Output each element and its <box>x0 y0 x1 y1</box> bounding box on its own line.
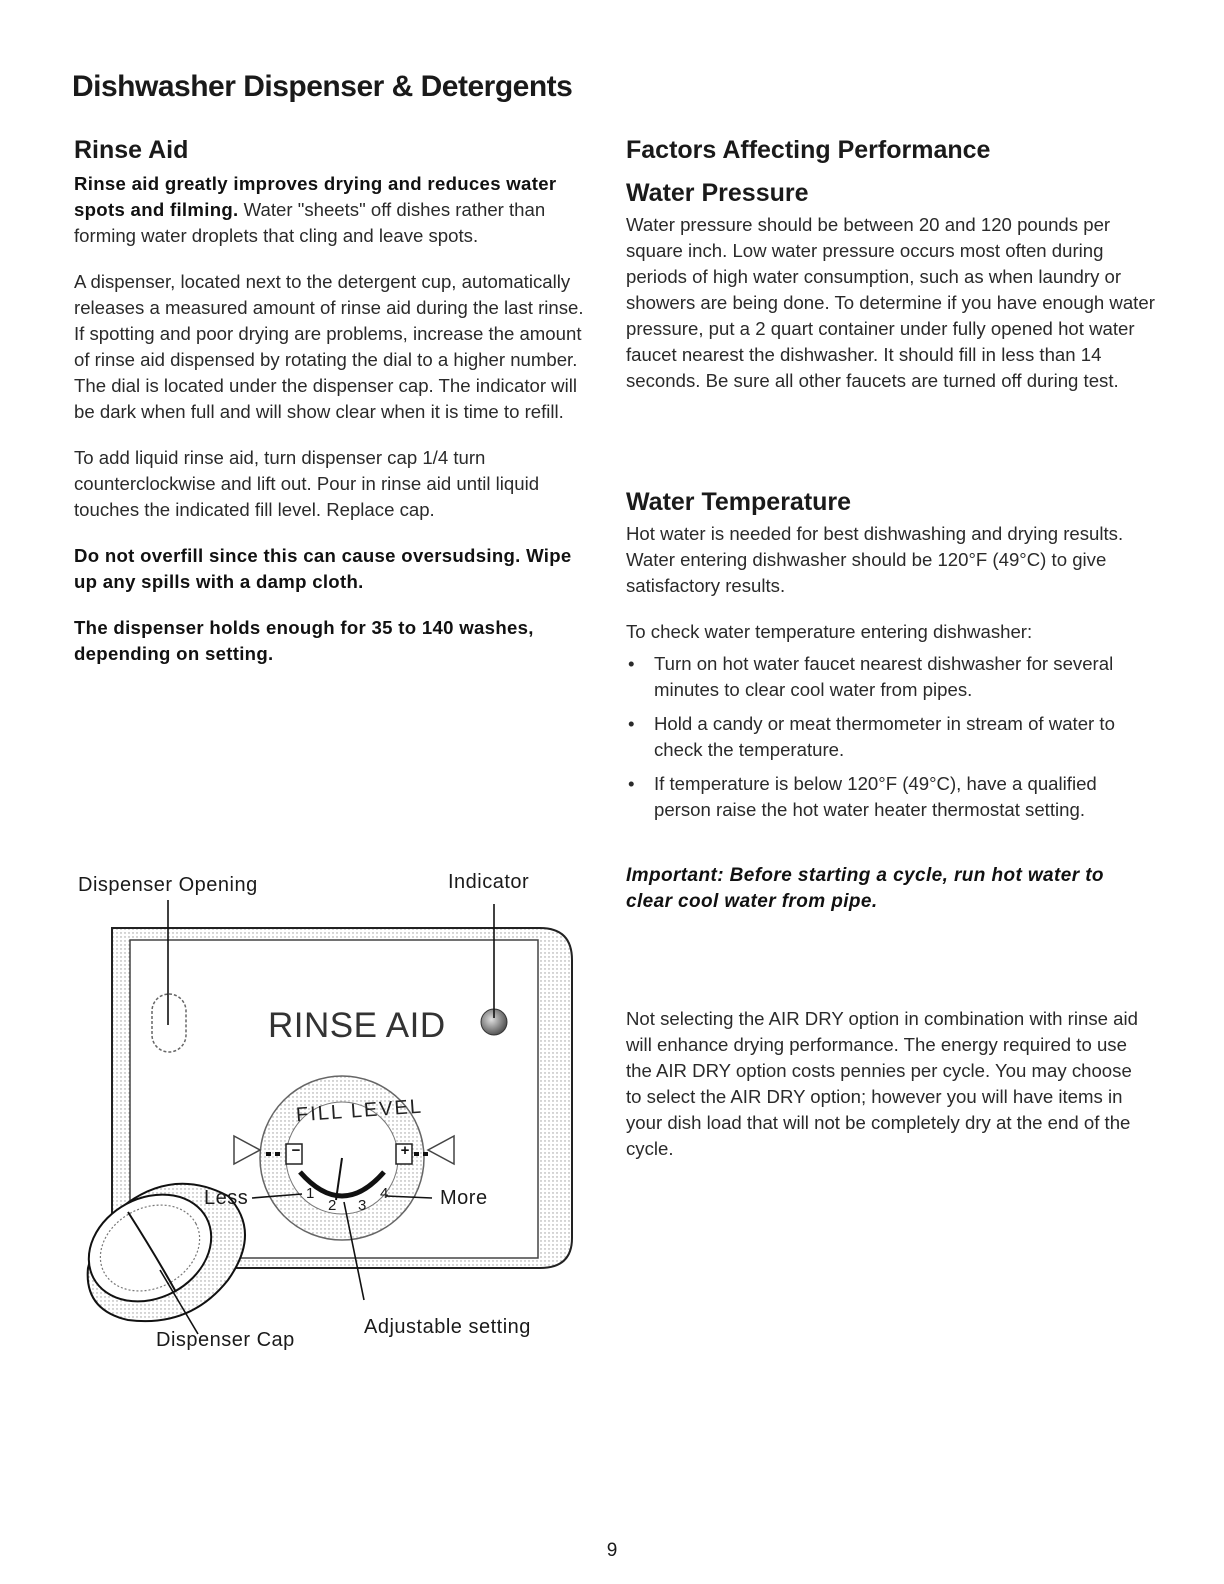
rinse-aid-panel-text: RINSE AID <box>268 1006 446 1045</box>
dial-number-4: 4 <box>380 1185 389 1202</box>
rinse-aid-diagram <box>0 860 620 1380</box>
label-less: Less <box>204 1187 249 1209</box>
label-more: More <box>440 1187 488 1209</box>
dial-number-3: 3 <box>358 1197 367 1214</box>
factors-heading: Factors Affecting Performance <box>626 136 991 164</box>
label-dispenser-opening: Dispenser Opening <box>78 874 258 896</box>
water-temperature-section <box>626 488 1156 831</box>
rinse-aid-dispenser-paragraph: A dispenser, located next to the detergent cup, automatically releases a measured amount of rinse aid during the last rinse. If spotting and poor drying are problems, increase the amount of rinse aid dispensed by rotating the dial to a higher number. The dial is located under the dispenser cap. The indicator will be dark when full and will show clear when it is time to refill. <box>74 271 584 422</box>
minus-sign: − <box>291 1142 301 1159</box>
rinse-aid-section <box>74 136 584 667</box>
rinse-aid-intro <box>74 171 584 249</box>
label-indicator: Indicator <box>448 871 530 893</box>
water-pressure-body: Water pressure should be between 20 and 120 pounds per square inch. Low water pressure occurs most often during periods of high water consumption, such as when laundry or showers are being done. To determine if you have enough water pressure, put a 2 quart container under fully opened hot water faucet nearest the dishwasher. It should fill in less than 14 seconds. Be sure all other faucets are turned off during test. <box>626 214 1155 391</box>
factors-section <box>626 136 1156 394</box>
list-item: • Turn on hot water faucet nearest dishwasher for several minutes to clear cool water from pipes. <box>626 651 1156 703</box>
overfill-warning: Do not overfill since this can cause oversudsing. Wipe up any spills with a damp cloth. <box>74 545 572 592</box>
rinse-aid-intro-rest: Water "sheets" off dishes rather than forming water droplets that cling and leave spots. <box>74 199 546 246</box>
page-number: 9 <box>606 1540 618 1561</box>
important-note: Important: Before starting a cycle, run hot water to clear cool water from pipe. <box>626 865 1104 912</box>
label-adjustable-setting: Adjustable setting <box>364 1316 531 1338</box>
list-item: • If temperature is below 120°F (49°C), have a qualified person raise the hot water heater thermostat setting. <box>626 771 1156 823</box>
water-temperature-heading: Water Temperature <box>626 488 852 516</box>
fill-level-text: FILL LEVEL <box>295 1095 424 1127</box>
list-item: • Hold a candy or meat thermometer in stream of water to check the temperature. <box>626 711 1156 763</box>
capacity-note: The dispenser holds enough for 35 to 140 washes, depending on setting. <box>74 617 534 664</box>
dial-number-2: 2 <box>328 1197 337 1214</box>
rinse-aid-intro-bold: Rinse aid greatly improves drying and reduces water spots and filming. <box>74 173 557 220</box>
check-temperature-intro: To check water temperature entering dishwasher: <box>626 621 1033 642</box>
plus-sign: + <box>400 1142 410 1159</box>
water-pressure-heading: Water Pressure <box>626 179 809 207</box>
dial-number-1: 1 <box>306 1185 315 1202</box>
label-dispenser-cap: Dispenser Cap <box>156 1329 295 1351</box>
rinse-aid-heading: Rinse Aid <box>74 136 189 164</box>
air-dry-paragraph: Not selecting the AIR DRY option in combination with rinse aid will enhance drying performance. The energy required to use the AIR DRY option costs pennies per cycle. You may choose to select the AIR DRY option; however you will have items in your dish load that will not be completely dry at the end of the cycle. <box>626 1008 1138 1159</box>
check-temperature-list <box>626 651 1156 823</box>
dispenser-opening-shape <box>152 994 186 1052</box>
water-temperature-body: Hot water is needed for best dishwashing and drying results. Water entering dishwasher should be 120°F (49°C) to give satisfactory results. <box>626 523 1124 596</box>
page-title: Dishwasher Dispenser & Detergents <box>72 70 573 103</box>
rinse-aid-add-paragraph: To add liquid rinse aid, turn dispenser cap 1/4 turn counterclockwise and lift out. Pour in rinse aid until liquid touches the indicated fill level. Replace cap. <box>74 447 540 520</box>
